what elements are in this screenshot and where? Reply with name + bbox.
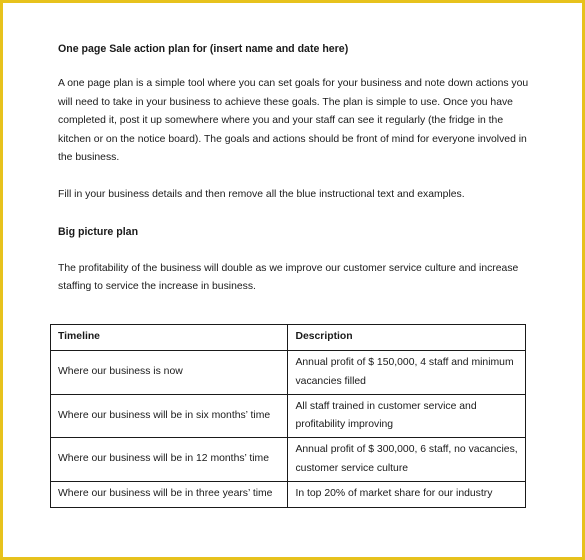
description-cell: In top 20% of market share for our industry [288,482,526,508]
timeline-table [50,324,526,508]
table-row [51,438,526,482]
document-body [58,40,538,315]
section-heading: Big picture plan [58,226,139,238]
document-title: One page Sale action plan for (insert name and date here) [58,43,349,55]
header-timeline: Timeline [51,325,288,351]
table-row [51,351,526,395]
timeline-cell: Where our business will be in 12 months’ time [51,438,288,482]
table-header-row [51,325,526,351]
timeline-cell: Where our business will be in three years’ time [51,482,288,508]
description-cell: Annual profit of $ 300,000, 6 staff, no vacancies, customer service culture [288,438,526,482]
instruction-paragraph: Fill in your business details and then remove all the blue instructional text and examples. [58,189,465,200]
description-cell: All staff trained in customer service and profitability improving [288,395,526,438]
intro-paragraph: A one page plan is a simple tool where you can set goals for your business and note down actions you will need to take in your business to achieve these goals. The plan is simple to use. Once you have completed it, post it up somewhere where you and your staff can see it regularly (the fridge in the kitchen or on the notice board). The goals and actions should be front of mind for everyone involved in the business. [58,78,529,163]
timeline-cell: Where our business is now [51,351,288,395]
description-cell: Annual profit of $ 150,000, 4 staff and minimum vacancies filled [288,351,526,395]
section-paragraph: The profitability of the business will double as we improve our customer service culture and increase staffing to service the increase in business. [58,262,519,292]
header-description: Description [288,325,526,351]
timeline-cell: Where our business will be in six months’ time [51,395,288,438]
table-row [51,395,526,438]
table-row [51,482,526,508]
